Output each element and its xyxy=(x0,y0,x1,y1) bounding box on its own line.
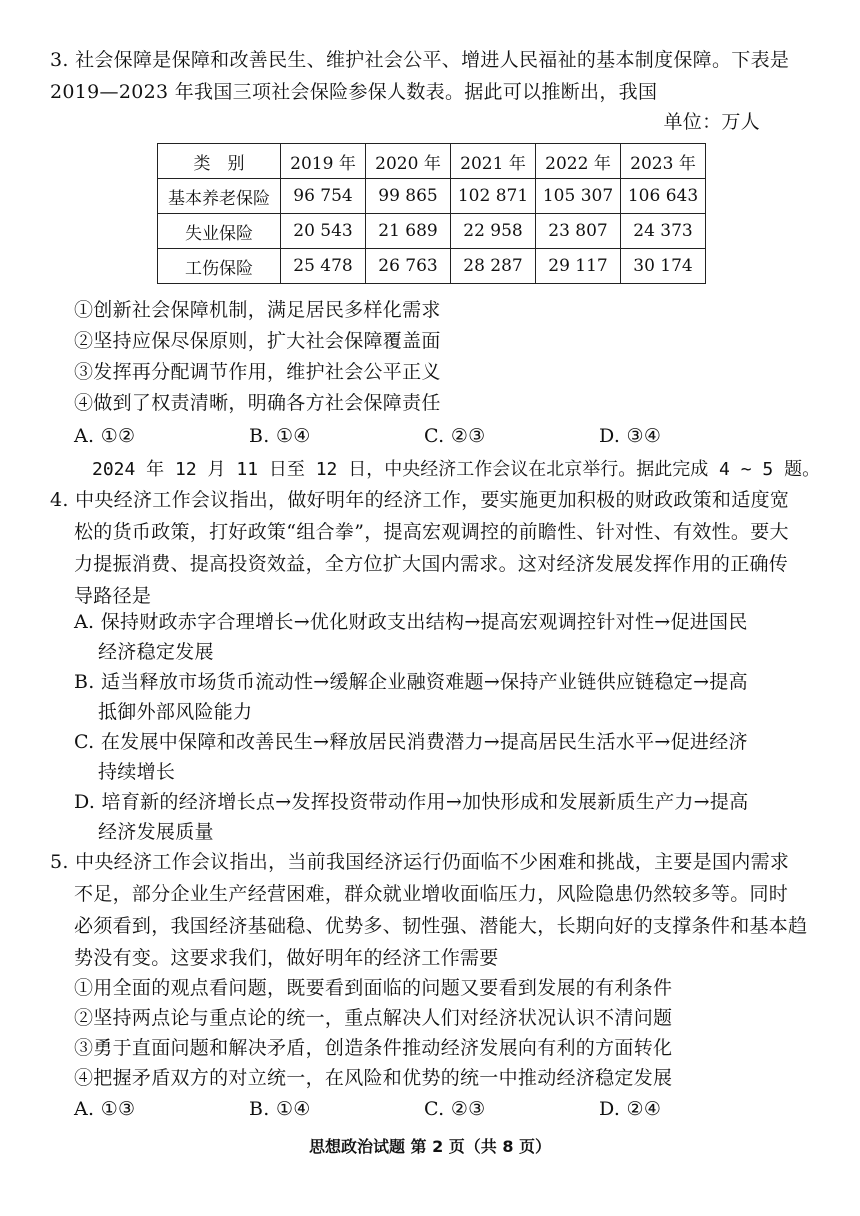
q5-item-3: ③勇于直面问题和解决矛盾，创造条件推动经济发展向有利的方面转化 xyxy=(74,1037,673,1059)
q5-stem-line2: 不足，部分企业生产经营困难，群众就业增收面临压力，风险隐患仍然较多等。同时 xyxy=(74,883,789,905)
table-header-cell: 2022 年 xyxy=(536,144,621,179)
q3-stem-line1: 3. 社会保障是保障和改善民生、维护社会公平、增进人民福祉的基本制度保障。下表是 xyxy=(50,49,790,71)
intro-questions-4-5: 2024 年 12 月 11 日至 12 日，中央经济工作会议在北京举行。据此完成 4 ~ 5 题。 xyxy=(92,459,821,480)
q3-unit: 单位：万人 xyxy=(663,111,760,133)
q3-stem-line2: 2019—2023 年我国三项社会保险参保人数表。据此可以推断出，我国 xyxy=(50,81,658,103)
q4-option-c-line2: 持续增长 xyxy=(98,761,176,783)
table-header-cell: 2019 年 xyxy=(281,144,366,179)
choice-c[interactable]: C. ②③ xyxy=(424,425,486,447)
table-header-cell: 类 别 xyxy=(158,144,281,179)
table-cell: 25 478 xyxy=(281,249,366,284)
q5-item-1: ①用全面的观点看问题，既要看到面临的问题又要看到发展的有利条件 xyxy=(74,977,673,999)
choice-b[interactable]: B. ①④ xyxy=(249,425,311,447)
q3-insurance-table xyxy=(157,143,706,284)
table-cell: 29 117 xyxy=(536,249,621,284)
table-cell: 99 865 xyxy=(366,179,451,214)
choice-d[interactable]: D. ②④ xyxy=(599,1098,662,1120)
table-cell: 21 689 xyxy=(366,214,451,249)
q4-option-d-line2: 经济发展质量 xyxy=(98,821,214,843)
q3-item-3: ③发挥再分配调节作用，维护社会公平正义 xyxy=(74,361,441,383)
q5-item-4: ④把握矛盾双方的对立统一，在风险和优势的统一中推动经济稳定发展 xyxy=(74,1067,673,1089)
q4-option-b-line2: 抵御外部风险能力 xyxy=(98,701,253,723)
q5-stem-line1: 5. 中央经济工作会议指出，当前我国经济运行仍面临不少困难和挑战，主要是国内需求 xyxy=(50,851,790,873)
table-row xyxy=(158,214,706,249)
q4-option-d-line1[interactable]: D. 培育新的经济增长点→发挥投资带动作用→加快形成和发展新质生产力→提高 xyxy=(74,791,749,813)
page-footer: 思想政治试题 第 2 页（共 8 页） xyxy=(308,1137,552,1156)
table-row xyxy=(158,179,706,214)
q3-item-2: ②坚持应保尽保原则，扩大社会保障覆盖面 xyxy=(74,330,441,352)
table-cell: 22 958 xyxy=(451,214,536,249)
table-cell: 基本养老保险 xyxy=(158,179,281,214)
table-cell: 28 287 xyxy=(451,249,536,284)
q4-option-a-line2: 经济稳定发展 xyxy=(98,641,214,663)
table-header-row xyxy=(158,144,706,179)
table-cell: 20 543 xyxy=(281,214,366,249)
q5-choices xyxy=(74,1093,774,1125)
table-cell: 工伤保险 xyxy=(158,249,281,284)
q5-stem-line4: 势没有变。这要求我们，做好明年的经济工作需要 xyxy=(74,947,499,969)
q5-item-2: ②坚持两点论与重点论的统一，重点解决人们对经济状况认识不清问题 xyxy=(74,1007,673,1029)
q4-option-a-line1[interactable]: A. 保持财政赤字合理增长→优化财政支出结构→提高宏观调控针对性→促进国民 xyxy=(74,611,748,633)
q5-stem-line3: 必须看到，我国经济基础稳、优势多、韧性强、潜能大，长期向好的支撑条件和基本趋 xyxy=(74,915,808,937)
table-header-cell: 2021 年 xyxy=(451,144,536,179)
q3-choices xyxy=(74,420,774,452)
choice-b[interactable]: B. ①④ xyxy=(249,1098,311,1120)
table-cell: 102 871 xyxy=(451,179,536,214)
table-cell: 105 307 xyxy=(536,179,621,214)
table-cell: 24 373 xyxy=(621,214,706,249)
q3-item-1: ①创新社会保障机制，满足居民多样化需求 xyxy=(74,299,441,321)
q3-item-4: ④做到了权责清晰，明确各方社会保障责任 xyxy=(74,392,441,414)
table-cell: 23 807 xyxy=(536,214,621,249)
table-header-cell: 2023 年 xyxy=(621,144,706,179)
choice-d[interactable]: D. ③④ xyxy=(599,425,662,447)
table-cell: 失业保险 xyxy=(158,214,281,249)
q4-stem-line3: 力提振消费、提高投资效益，全方位扩大国内需求。这对经济发展发挥作用的正确传 xyxy=(74,553,789,575)
table-cell: 26 763 xyxy=(366,249,451,284)
table-header-cell: 2020 年 xyxy=(366,144,451,179)
q4-option-b-line1[interactable]: B. 适当释放市场货币流动性→缓解企业融资难题→保持产业链供应链稳定→提高 xyxy=(74,671,748,693)
choice-c[interactable]: C. ②③ xyxy=(424,1098,486,1120)
table-cell: 96 754 xyxy=(281,179,366,214)
table-cell: 30 174 xyxy=(621,249,706,284)
q4-stem-line2: 松的货币政策，打好政策“组合拳”，提高宏观调控的前瞻性、针对性、有效性。要大 xyxy=(74,521,789,543)
choice-a[interactable]: A. ①② xyxy=(74,425,136,447)
q4-stem-line1: 4. 中央经济工作会议指出，做好明年的经济工作，要实施更加积极的财政政策和适度宽 xyxy=(50,489,790,511)
choice-a[interactable]: A. ①③ xyxy=(74,1098,136,1120)
table-cell: 106 643 xyxy=(621,179,706,214)
q4-option-c-line1[interactable]: C. 在发展中保障和改善民生→释放居民消费潜力→提高居民生活水平→促进经济 xyxy=(74,731,748,753)
table-row xyxy=(158,249,706,284)
q4-stem-line4: 导路径是 xyxy=(74,585,152,607)
